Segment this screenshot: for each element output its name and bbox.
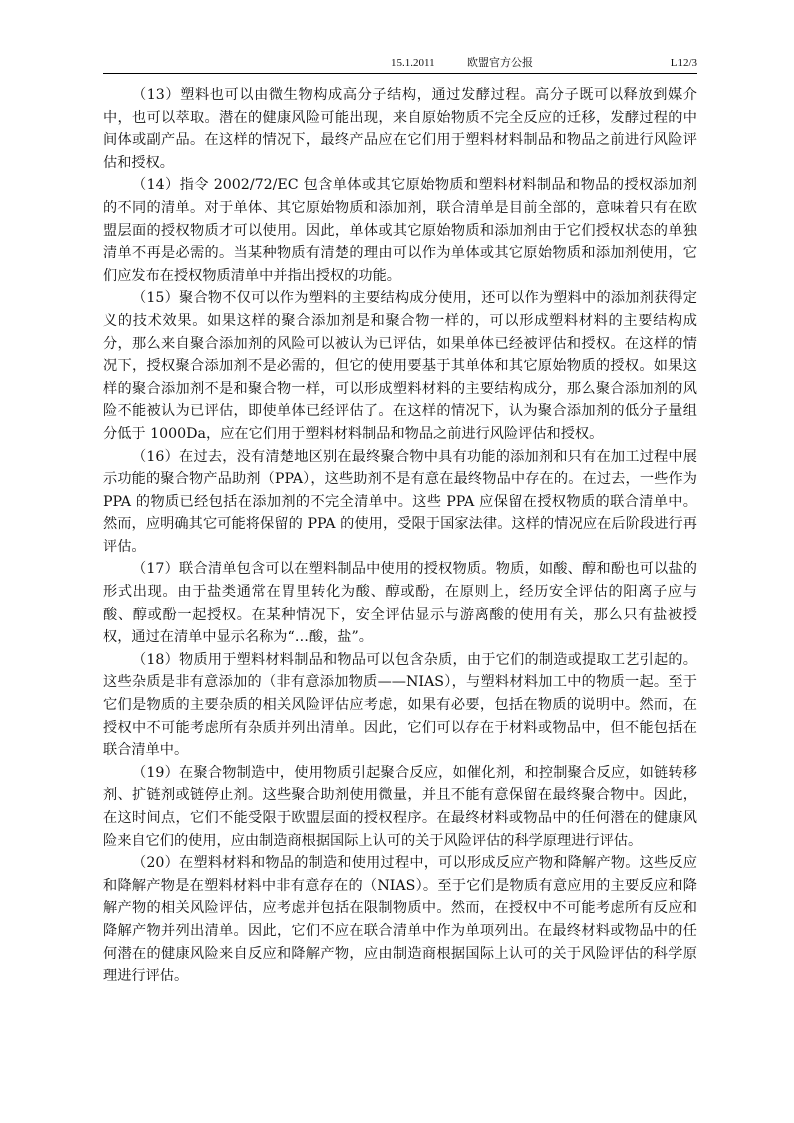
document-body: [103, 84, 697, 988]
header-date: 15.1.2011: [391, 57, 435, 69]
page-header: [103, 54, 697, 72]
header-journal-title: 欧盟官方公报: [467, 57, 533, 69]
paragraph-19: （19）在聚合物制造中，使用物质引起聚合反应，如催化剂，和控制聚合反应，如链转移剂、扩链剂或链停止剂。这些聚合助剂使用微量，并且不能有意保留在最终聚合物中。因此，在这时间点，它们不能受限于欧盟层面的授权程序。在最终材料或物品中的任何潜在的健康风险来自它们的使用，应由制造商根据国际上认可的关于风险评估的科学原理进行评估。: [103, 764, 697, 849]
header-divider: [103, 73, 697, 74]
paragraph-13: （13）塑料也可以由微生物构成高分子结构，通过发酵过程。高分子既可以释放到媒介中，也可以萃取。潜在的健康风险可能出现，来自原始物质不完全反应的迁移，发酵过程的中间体或副产品。在这样的情况下，最终产品应在它们用于塑料材料制品和物品之前进行风险评估和授权。: [103, 87, 697, 171]
paragraph-17: （17）联合清单包含可以在塑料制品中使用的授权物质。物质，如酸、醇和酚也可以盐的形式出现。由于盐类通常在胃里转化为酸、醇或酚，在原则上，经历安全评估的阳离子应与酸、醇或酚一起授权。在某种情况下，安全评估显示与游离酸的使用有关，那么只有盐被授权，通过在清单中显示名称为“…酸，盐”。: [103, 561, 697, 646]
paragraph-18: （18）物质用于塑料材料制品和物品可以包含杂质，由于它们的制造或提取工艺引起的。这些杂质是非有意添加的（非有意添加物质——NIAS），与塑料材料加工中的物质一起。至于它们是物质的主要杂质的相关风险评估应考虑，如果有必要，包括在物质的说明中。然而，在授权中不可能考虑所有杂质并列出清单。因此，它们可以存在于材料或物品中，但不能包括在联合清单中。: [103, 651, 697, 759]
header-page-number: L12/3: [670, 57, 697, 69]
paragraph-14: （14）指令 2002/72/EC 包含单体或其它原始物质和塑料材料制品和物品的授权添加剂的不同的清单。对于单体、其它原始物质和添加剂，联合清单是目前全部的，意味着只有在欧盟层面的授权物质才可以使用。因此，单体或其它原始物质和添加剂由于它们授权状态的单独清单不再是必需的。当某种物质有清楚的理由可以作为单体或其它原始物质和添加剂使用，它们应发布在授权物质清单中并指出授权的功能。: [103, 177, 697, 284]
paragraph-15: （15）聚合物不仅可以作为塑料的主要结构成分使用，还可以作为塑料中的添加剂获得定义的技术效果。如果这样的聚合添加剂是和聚合物一样的，可以形成塑料材料的主要结构成分，那么来自聚合添加剂的风险可以被认为已评估，如果单体已经被评估和授权。在这样的情况下，授权聚合添加剂不是必需的，但它的使用要基于其单体和其它原始物质的授权。如果这样的聚合添加剂不是和聚合物一样，可以形成塑料材料的主要结构成分，那么聚合添加剂的风险不能被认为已评估，即使单体已经评估了。在这样的情况下，认为聚合添加剂的低分子量组分低于 1000Da，应在它们用于塑料材料制品和物品之前进行风险评估和授权。: [103, 290, 697, 442]
paragraph-20: （20）在塑料材料和物品的制造和使用过程中，可以形成反应产物和降解产物。这些反应和降解产物是在塑料材料中非有意存在的（NIAS）。至于它们是物质有意应用的主要反应和降解产物的相关风险评估，应考虑并包括在限制物质中。然而，在授权中不可能考虑所有反应和降解产物并列出清单。因此，它们不应在联合清单中作为单项列出。在最终材料或物品中的任何潜在的健康风险来自反应和降解产物，应由制造商根据国际上认可的关于风险评估的科学原理进行评估。: [103, 855, 697, 985]
paragraph-16: （16）在过去，没有清楚地区别在最终聚合物中具有功能的添加剂和只有在加工过程中展示功能的聚合物产品助剂（PPA），这些助剂不是有意在最终物品中存在的。在过去，一些作为 PPA 的物质已经包括在添加剂的不完全清单中。这些 PPA 应保留在授权物质的联合清单中。然而，应明确其它可能将保留的 PPA 的使用，受限于国家法律。这样的情况应在后阶段进行再评估。: [103, 448, 697, 555]
